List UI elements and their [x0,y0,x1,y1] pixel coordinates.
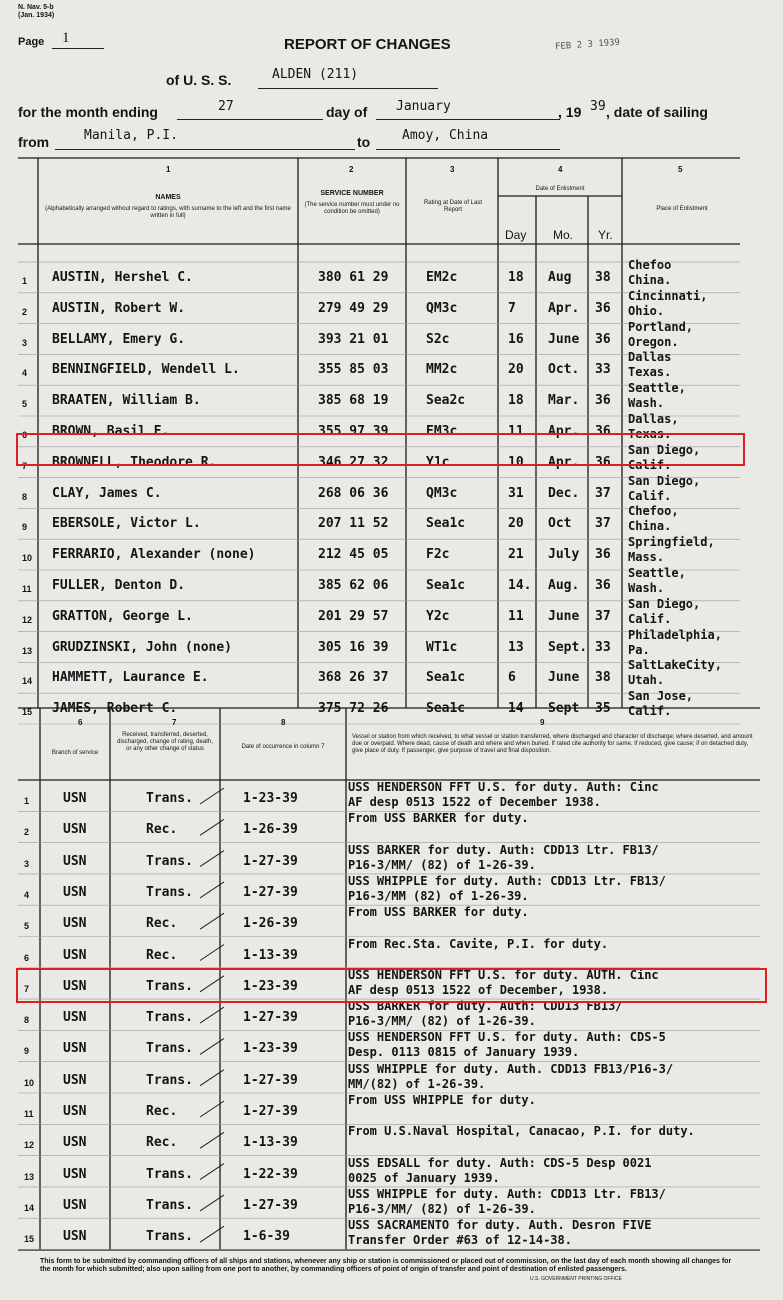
remarks-line-2: P16-3/MM/ (82) of 1-26-39. [348,1014,536,1029]
status-cell: Trans. [146,884,193,900]
branch-cell: USN [63,791,87,806]
year-prefix: , 19 [558,104,582,120]
remarks-line-1: USS WHIPPLE for duty. Auth: CDD13 Ltr. FB13/ [348,1186,666,1201]
row-number: 9 [22,522,28,533]
rating-cell: QM3c [426,300,458,316]
place-line-2: Pa. [628,642,650,657]
row-number: 8 [22,491,28,502]
enlistment-month-cell: Oct. [548,362,580,378]
table-row [0,1218,783,1249]
row-number: 14 [24,1202,35,1213]
place-line-1: San Diego, [628,596,701,611]
remarks-line-1: From U.S.Naval Hospital, Canacao, P.I. for duty. [348,1124,695,1139]
status-cell: Trans. [146,1041,193,1057]
enlistment-month-cell: Apr. [548,300,580,316]
branch-cell: USN [63,1041,87,1057]
row-number: 11 [22,584,32,594]
enlistment-year-cell: 36 [595,393,611,409]
service-number-cell: 212 45 05 [318,547,389,563]
enlistment-month-cell: Apr. [548,424,580,439]
service-number-cell: 207 11 52 [318,516,389,532]
status-cell: Trans. [146,791,193,806]
row-number: 3 [24,858,30,869]
col-number-2: 2 [349,165,354,174]
place-line-2: Texas. [628,365,672,380]
row-number: 4 [24,889,30,900]
name-cell: BENNINGFIELD, Wendell L. [52,362,240,378]
remarks-line-1: USS SACRAMENTO for duty. Auth. Desron FIVE [348,1218,652,1233]
occurrence-date-cell: 1-13-39 [243,947,298,963]
place-line-2: Calif. [628,488,672,503]
table-row [0,905,783,936]
enlistment-day-cell: 11 [508,424,524,439]
remarks-line-1: From Rec.Sta. Cavite, P.I. for duty. [348,936,609,951]
rating-cell: WT1c [426,639,458,655]
table-row [0,999,783,1030]
remarks-line-1: USS WHIPPLE for duty. Auth. CDD13 FB13/P16-3/ [348,1061,674,1076]
enlistment-month-cell: Sept. [548,639,588,655]
enlistment-year-cell: 36 [595,547,611,563]
remarks-line-1: USS BARKER for duty. Auth: CDD13 FB13/ [348,999,623,1014]
rating-cell: Y2c [426,608,450,624]
service-number-cell: 268 06 36 [318,485,389,501]
rating-header: Rating at Date of Last Report [423,200,483,213]
row-number: 13 [24,1171,35,1182]
name-cell: AUSTIN, Hershel C. [52,270,193,285]
name-cell: BELLAMY, Emery G. [52,331,186,347]
row-number: 10 [22,553,33,564]
row-number: 15 [24,1234,35,1245]
row-number: 7 [22,460,28,471]
service-number-cell: 393 21 01 [318,331,389,347]
footer-note: This form to be submitted by commanding officers of all ships and stations, whenever any ship or station is commissioned or placed out of commission, on the last day of each month showing all changes for the month for which submitted; also upon sailing from one port to another, by commanding officers of point of origin of transfer and point of destination of enlisted passengers. [40,1258,732,1273]
place-line-1: Seattle, [628,566,686,580]
place-line-2: Calif. [628,611,672,626]
place-line-1: SaltLakeCity, [628,658,722,673]
place-line-2: Mass. [628,550,665,565]
remarks-line-1: From USS WHIPPLE for duty. [348,1093,536,1107]
row-number: 12 [24,1140,35,1151]
table-row [0,1187,783,1218]
row-number: 5 [24,921,30,932]
service-number-cell: 368 26 37 [318,670,389,686]
rating-cell: Sea1c [426,670,466,686]
remarks-line-2: AF desp 0513 1522 of December 1938. [348,795,601,809]
row-number: 13 [22,645,33,656]
enlistment-day-cell: 11 [508,608,524,624]
row-number: 10 [24,1077,35,1088]
branch-cell: USN [63,822,87,838]
rating-cell: EM2c [426,270,458,285]
remarks-line-2: P16-3/MM (82) of 1-26-39. [348,888,529,903]
enlistment-day-cell: 6 [508,670,516,686]
row-number: 2 [22,306,28,317]
enlistment-month-cell: Oct [548,516,572,532]
occurrence-date-cell: 1-23-39 [243,1041,298,1057]
form-title: REPORT OF CHANGES [284,36,451,53]
place-line-2: Calif. [628,457,672,472]
enlistment-year-cell: 33 [595,362,611,378]
name-cell: HAMMETT, Laurance E. [52,670,209,686]
row-number: 6 [24,952,30,963]
branch-cell: USN [63,1229,87,1245]
month-ending-label: for the month ending [18,104,158,120]
place-line-1: Chefoo, [628,504,679,519]
remarks-line-1: USS HENDERSON FFT U.S. for duty. Auth: CDS-5 [348,1030,666,1045]
enlistment-year-cell: 37 [595,516,611,532]
occurrence-date-cell: 1-23-39 [243,978,298,994]
col-number-9: 9 [540,718,545,727]
status-cell: Trans. [146,1197,193,1213]
name-cell: FULLER, Denton D. [52,578,186,593]
branch-cell: USN [63,916,87,932]
enlistment-month-cell: Aug [548,270,572,285]
enlistment-day-cell: 14 [508,701,524,717]
enlistment-year-cell: 36 [595,424,611,439]
col-number-4: 4 [558,165,563,174]
status-change-header: Received, transferred, deserted, discharged, change of rating, death, or any other change of status [117,732,213,752]
name-cell: BRAATEN, William B. [52,393,201,409]
service-number-cell: 375 72 26 [318,701,389,717]
row-number: 8 [24,1015,30,1026]
enlistment-month-cell: Mar. [548,393,580,409]
rating-cell: EM3c [426,424,458,439]
vessel-station-header: Vessel or station from which received, to what vessel or station transferred, where discharged and character of discharge; where deserted, and amount due or overpaid. Where dead, cause of death and where and when buried. If rated cite authority for same. If reduced, give cause; if on detached duty, give place of duty. If passenger, give purpose of travel and final disposition. [352,734,753,754]
remarks-line-2: 0025 of January 1939. [348,1170,500,1185]
row-number: 15 [22,707,33,718]
occurrence-date-cell: 1-27-39 [243,1072,298,1088]
branch-cell: USN [63,1072,87,1088]
row-number: 11 [24,1109,34,1119]
remarks-line-2: Desp. 0113 0815 of January 1939. [348,1045,580,1060]
place-line-2: Wash. [628,396,665,411]
col-number-3: 3 [450,165,455,174]
highlight-lower-row-7 [16,968,767,1003]
enlistment-year-cell: 35 [595,701,611,717]
printing-office-line: U.S. GOVERNMENT PRINTING OFFICE [530,1276,622,1282]
row-number: 12 [22,614,33,625]
enlistment-day-cell: 18 [508,270,524,285]
branch-cell: USN [63,978,87,994]
place-line-2: Calif. [628,704,672,719]
place-line-1: Portland, [628,319,694,334]
place-line-1: Dallas [628,350,672,365]
branch-cell: USN [63,1135,87,1151]
date-of-sailing-label: , date of sailing [606,104,708,120]
branch-cell: USN [63,1104,87,1119]
branch-header: Branch of service [51,750,99,756]
day-subheader: Day [505,228,527,242]
page-number: 1 [62,30,70,46]
col-number-8: 8 [281,718,286,727]
status-cell: Trans. [146,1166,193,1182]
names-subheader: (Alphabetically arranged without regard to ratings, with surname to the left and the first name written in full) [45,206,291,219]
occurrence-date-header: Date of occurrence in column 7 [241,744,325,750]
remarks-line-1: From USS BARKER for duty. [348,905,529,920]
occurrence-date-cell: 1-22-39 [243,1166,298,1182]
names-header: NAMES [155,194,181,201]
enlistment-day-cell: 20 [508,516,524,532]
occurrence-date-cell: 1-26-39 [243,916,298,932]
service-number-cell: 305 16 39 [318,639,389,655]
service-number-header: SERVICE NUMBER [320,190,384,197]
service-number-cell: 201 29 57 [318,608,389,624]
remarks-line-1: USS EDSALL for duty. Auth: CDS-5 Desp 0021 [348,1155,652,1170]
enlistment-month-cell: June [548,331,580,347]
place-line-2: Oregon. [628,334,679,349]
day-value: 27 [218,99,234,114]
place-line-2: Wash. [628,581,665,595]
status-cell: Trans. [146,853,193,869]
name-cell: EBERSOLE, Victor L. [52,516,201,532]
day-of-label: day of [326,104,368,120]
to-port: Amoy, China [402,128,489,143]
remarks-line-2: P16-3/MM/ (82) of 1-26-39. [348,857,536,872]
service-number-cell: 355 85 03 [318,362,389,378]
enlistment-date-header: Date of Enlistment [535,186,585,192]
status-cell: Trans. [146,1229,193,1245]
table-row [0,874,783,905]
remarks-line-1: From USS BARKER for duty. [348,811,529,826]
table-row [0,937,783,968]
remarks-line-1: USS BARKER for duty. Auth: CDD13 Ltr. FB13/ [348,842,659,857]
enlistment-day-cell: 18 [508,393,524,409]
ship-label: of U. S. S. [166,72,232,88]
month-value: January [396,99,451,114]
service-number-cell: 380 61 29 [318,270,389,285]
place-line-2: Ohio. [628,303,665,318]
rating-cell: Sea1c [426,578,466,593]
place-line-1: Seattle, [628,381,686,396]
remarks-line-2: MM/(82) of 1-26-39. [348,1076,486,1091]
row-number: 1 [22,276,28,286]
col-number-5: 5 [678,165,683,174]
name-cell: GRUDZINSKI, John (none) [52,639,233,655]
rating-cell: Sea2c [426,393,466,409]
enlistment-year-cell: 38 [595,670,611,686]
place-line-2: Texas. [628,427,672,441]
place-line-1: Cincinnati, [628,288,708,303]
row-number: 4 [22,368,28,379]
remarks-line-1: USS HENDERSON FFT U.S. for duty. Auth: Cinc [348,780,659,794]
status-cell: Trans. [146,978,193,994]
ship-name: ALDEN (211) [272,67,359,82]
place-of-enlistment-header: Place of Enlistment [656,206,708,212]
occurrence-date-cell: 1-27-39 [243,884,298,900]
rating-cell: MM2c [426,362,458,378]
row-number: 9 [24,1046,30,1057]
form-identifier: N. Nav. 5-b (Jan. 1934) [18,4,55,19]
status-cell: Rec. [146,1135,178,1151]
place-line-1: San Diego, [628,473,701,488]
rating-cell: QM3c [426,485,458,501]
row-number: 1 [24,796,30,806]
branch-cell: USN [63,1197,87,1213]
enlistment-year-cell: 36 [595,578,611,593]
table-row [0,843,783,874]
place-line-2: China. [628,273,672,287]
enlistment-day-cell: 13 [508,639,524,655]
row-number: 7 [24,983,30,994]
place-line-1: Chefoo [628,258,672,272]
branch-cell: USN [63,884,87,900]
enlistment-day-cell: 10 [508,454,524,470]
place-line-1: San Jose, [628,689,694,704]
enlistment-year-cell: 37 [595,608,611,624]
occurrence-date-cell: 1-27-39 [243,1197,298,1213]
place-line-1: Philadelphia, [628,627,722,642]
row-number: 3 [22,337,28,348]
occurrence-date-cell: 1-6-39 [243,1229,290,1245]
rating-cell: Sea1c [426,701,466,717]
occurrence-date-cell: 1-23-39 [243,791,298,806]
rating-cell: Y1c [426,454,450,470]
rating-cell: F2c [426,547,450,563]
occurrence-date-cell: 1-27-39 [243,1104,298,1119]
name-cell: AUSTIN, Robert W. [52,300,186,316]
occurrence-date-cell: 1-26-39 [243,822,298,838]
status-cell: Rec. [146,822,178,838]
name-cell: FERRARIO, Alexander (none) [52,547,256,563]
name-cell: BROWNELL, Theodore R. [52,454,217,470]
occurrence-date-cell: 1-27-39 [243,1010,298,1026]
status-cell: Rec. [146,1104,178,1119]
enlistment-day-cell: 20 [508,362,524,378]
year-subheader: Yr. [598,228,613,242]
page-label: Page [18,36,45,48]
enlistment-month-cell: Sept [548,701,580,717]
enlistment-month-cell: Aug. [548,578,580,593]
status-cell: Trans. [146,1072,193,1088]
service-number-subheader: (The service number must under no condition be omitted) [304,202,400,215]
from-label: from [18,134,50,150]
received-stamp: FEB 2 3 1939 [554,37,621,53]
table-row [0,1156,783,1187]
branch-cell: USN [63,1010,87,1026]
place-line-2: China. [628,519,672,534]
occurrence-date-cell: 1-13-39 [243,1135,298,1151]
col-number-6: 6 [78,718,83,727]
month-subheader: Mo. [553,228,574,242]
enlistment-day-cell: 31 [508,485,524,501]
table-row [0,780,783,811]
enlistment-year-cell: 36 [595,454,611,470]
year-value: 39 [590,99,606,114]
service-number-cell: 346 27 32 [318,454,389,470]
col-number-7: 7 [172,718,177,727]
enlistment-year-cell: 36 [595,331,611,347]
service-number-cell: 385 68 19 [318,393,389,409]
enlistment-day-cell: 16 [508,331,524,347]
remarks-line-1: USS HENDERSON FFT U.S. for duty. AUTH. Cinc [348,967,659,982]
enlistment-month-cell: June [548,670,580,686]
enlistment-day-cell: 14. [508,578,532,593]
status-cell: Rec. [146,947,178,963]
enlistment-year-cell: 38 [595,270,611,285]
remarks-line-2: P16-3/MM/ (82) of 1-26-39. [348,1201,536,1216]
rating-cell: Sea1c [426,516,466,532]
enlistment-year-cell: 37 [595,485,611,501]
place-line-1: Dallas, [628,412,679,426]
row-number: 2 [24,827,30,838]
name-cell: GRATTON, George L. [52,608,193,624]
place-line-1: San Diego, [628,442,701,457]
enlistment-month-cell: Dec. [548,485,580,501]
table-row [0,1093,783,1124]
name-cell: JAMES, Robert C. [52,701,178,717]
status-cell: Rec. [146,916,178,932]
enlistment-month-cell: June [548,608,580,624]
table-row [0,1124,783,1155]
branch-cell: USN [63,1166,87,1182]
place-line-2: Utah. [628,673,665,688]
row-number: 5 [22,399,28,410]
highlight-upper-row-7 [16,433,745,466]
row-number: 14 [22,676,33,687]
from-port: Manila, P.I. [84,128,178,143]
table-row [0,689,783,724]
rating-cell: S2c [426,331,450,347]
name-cell: CLAY, James C. [52,485,162,501]
table-row [0,1030,783,1061]
branch-cell: USN [63,853,87,869]
table-row [0,1062,783,1093]
remarks-line-2: AF desp 0513 1522 of December, 1938. [348,982,609,997]
col-number-1: 1 [166,165,171,174]
table-row [0,811,783,842]
service-number-cell: 279 49 29 [318,300,389,316]
remarks-line-2: Transfer Order #63 of 12-14-38. [348,1233,572,1248]
enlistment-year-cell: 36 [595,300,611,316]
service-number-cell: 385 62 06 [318,578,389,593]
enlistment-day-cell: 21 [508,547,524,563]
service-number-cell: 355 97 39 [318,424,389,439]
enlistment-month-cell: July [548,547,580,563]
remarks-line-1: USS WHIPPLE for duty. Auth: CDD13 Ltr. FB13/ [348,873,666,888]
enlistment-year-cell: 33 [595,639,611,655]
enlistment-day-cell: 7 [508,300,516,316]
to-label: to [357,134,371,150]
occurrence-date-cell: 1-27-39 [243,853,298,869]
name-cell: BROWN, Basil E. [52,424,170,439]
enlistment-month-cell: Apr. [548,454,580,470]
place-line-1: Springfield, [628,535,715,550]
row-number: 6 [22,430,28,440]
status-cell: Trans. [146,1010,193,1026]
branch-cell: USN [63,947,87,963]
